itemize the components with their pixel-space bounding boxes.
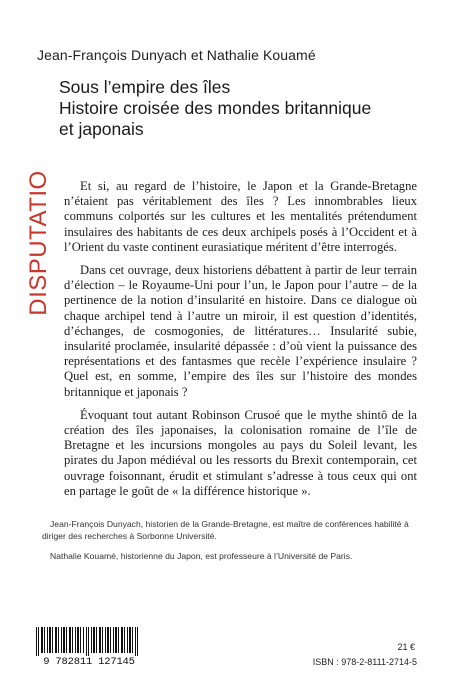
barcode-bars — [30, 627, 148, 656]
book-subtitle-line-2: et japonais — [59, 119, 144, 139]
series-label: DISPUTATIO — [25, 170, 52, 316]
author-bios — [42, 519, 422, 563]
title-block — [59, 77, 429, 140]
series-label-container — [24, 170, 54, 316]
isbn: ISBN : 978-2-8111-2714-5 — [312, 657, 417, 667]
book-subtitle-line-1: Histoire croisée des mondes britannique — [59, 98, 372, 118]
book-title: Sous l’empire des îles — [59, 77, 231, 97]
bio-kouame: Nathalie Kouamé, historienne du Japon, est professeure à l’Université de Paris. — [50, 551, 353, 561]
authors-line: Jean-François Dunyach et Nathalie Kouamé — [37, 47, 316, 63]
summary-paragraph-2: Dans cet ouvrage, deux historiens débattent à partir de leur terrain d’élection – le Royaume-Uni pour l’un, le Japon pour l’autre – de la pertinence de la notion d’insularité en histoire. Dans ce dialogue où chaque archipel tend à l’autre un miroir, il est question d’identités, d’échanges, de cosmogonies, de littératures… Insularité subie, insularité proclamée, insularité dépassée : d’où vient la puissance des représentations et des fantasmes que recèle l’expérience insulaire ? Quel est, en somme, l’empire des îles sur l’histoire des mondes britannique et japonais ? — [64, 263, 417, 399]
bio-dunyach: Jean-François Dunyach, historien de la Grande-Bretagne, est maître de conférences habilité à diriger des recherches à Sorbonne Université. — [42, 519, 409, 541]
summary-paragraph-1: Et si, au regard de l’histoire, le Japon et la Grande-Bretagne n’étaient pas véritablement des îles ? Les innombrables lieux communs colportés sur les cultures et les mentalités prétendument insulaires des habitants de ces deux archipels posés à l’Occident et à l’Orient du vaste continent eurasiatique méritent d’être interrogés. — [64, 179, 417, 254]
price: 21 € — [397, 642, 415, 652]
back-cover-summary — [64, 179, 417, 499]
summary-paragraph-3: Évoquant tout autant Robinson Crusoé que le mythe shintô de la création des îles japonaises, la colonisation romaine de l’île de Bretagne et les incursions mongoles au pays du Soleil levant, les pirates du Japon médiéval ou les ressorts du Brexit contemporain, cet ouvrage foisonnant, érudit et stimulant s’adresse à tous ceux qui ont en partage le goût de « la différence historique ». — [64, 407, 417, 498]
barcode-digits: 9 782811 127145 — [43, 656, 135, 668]
